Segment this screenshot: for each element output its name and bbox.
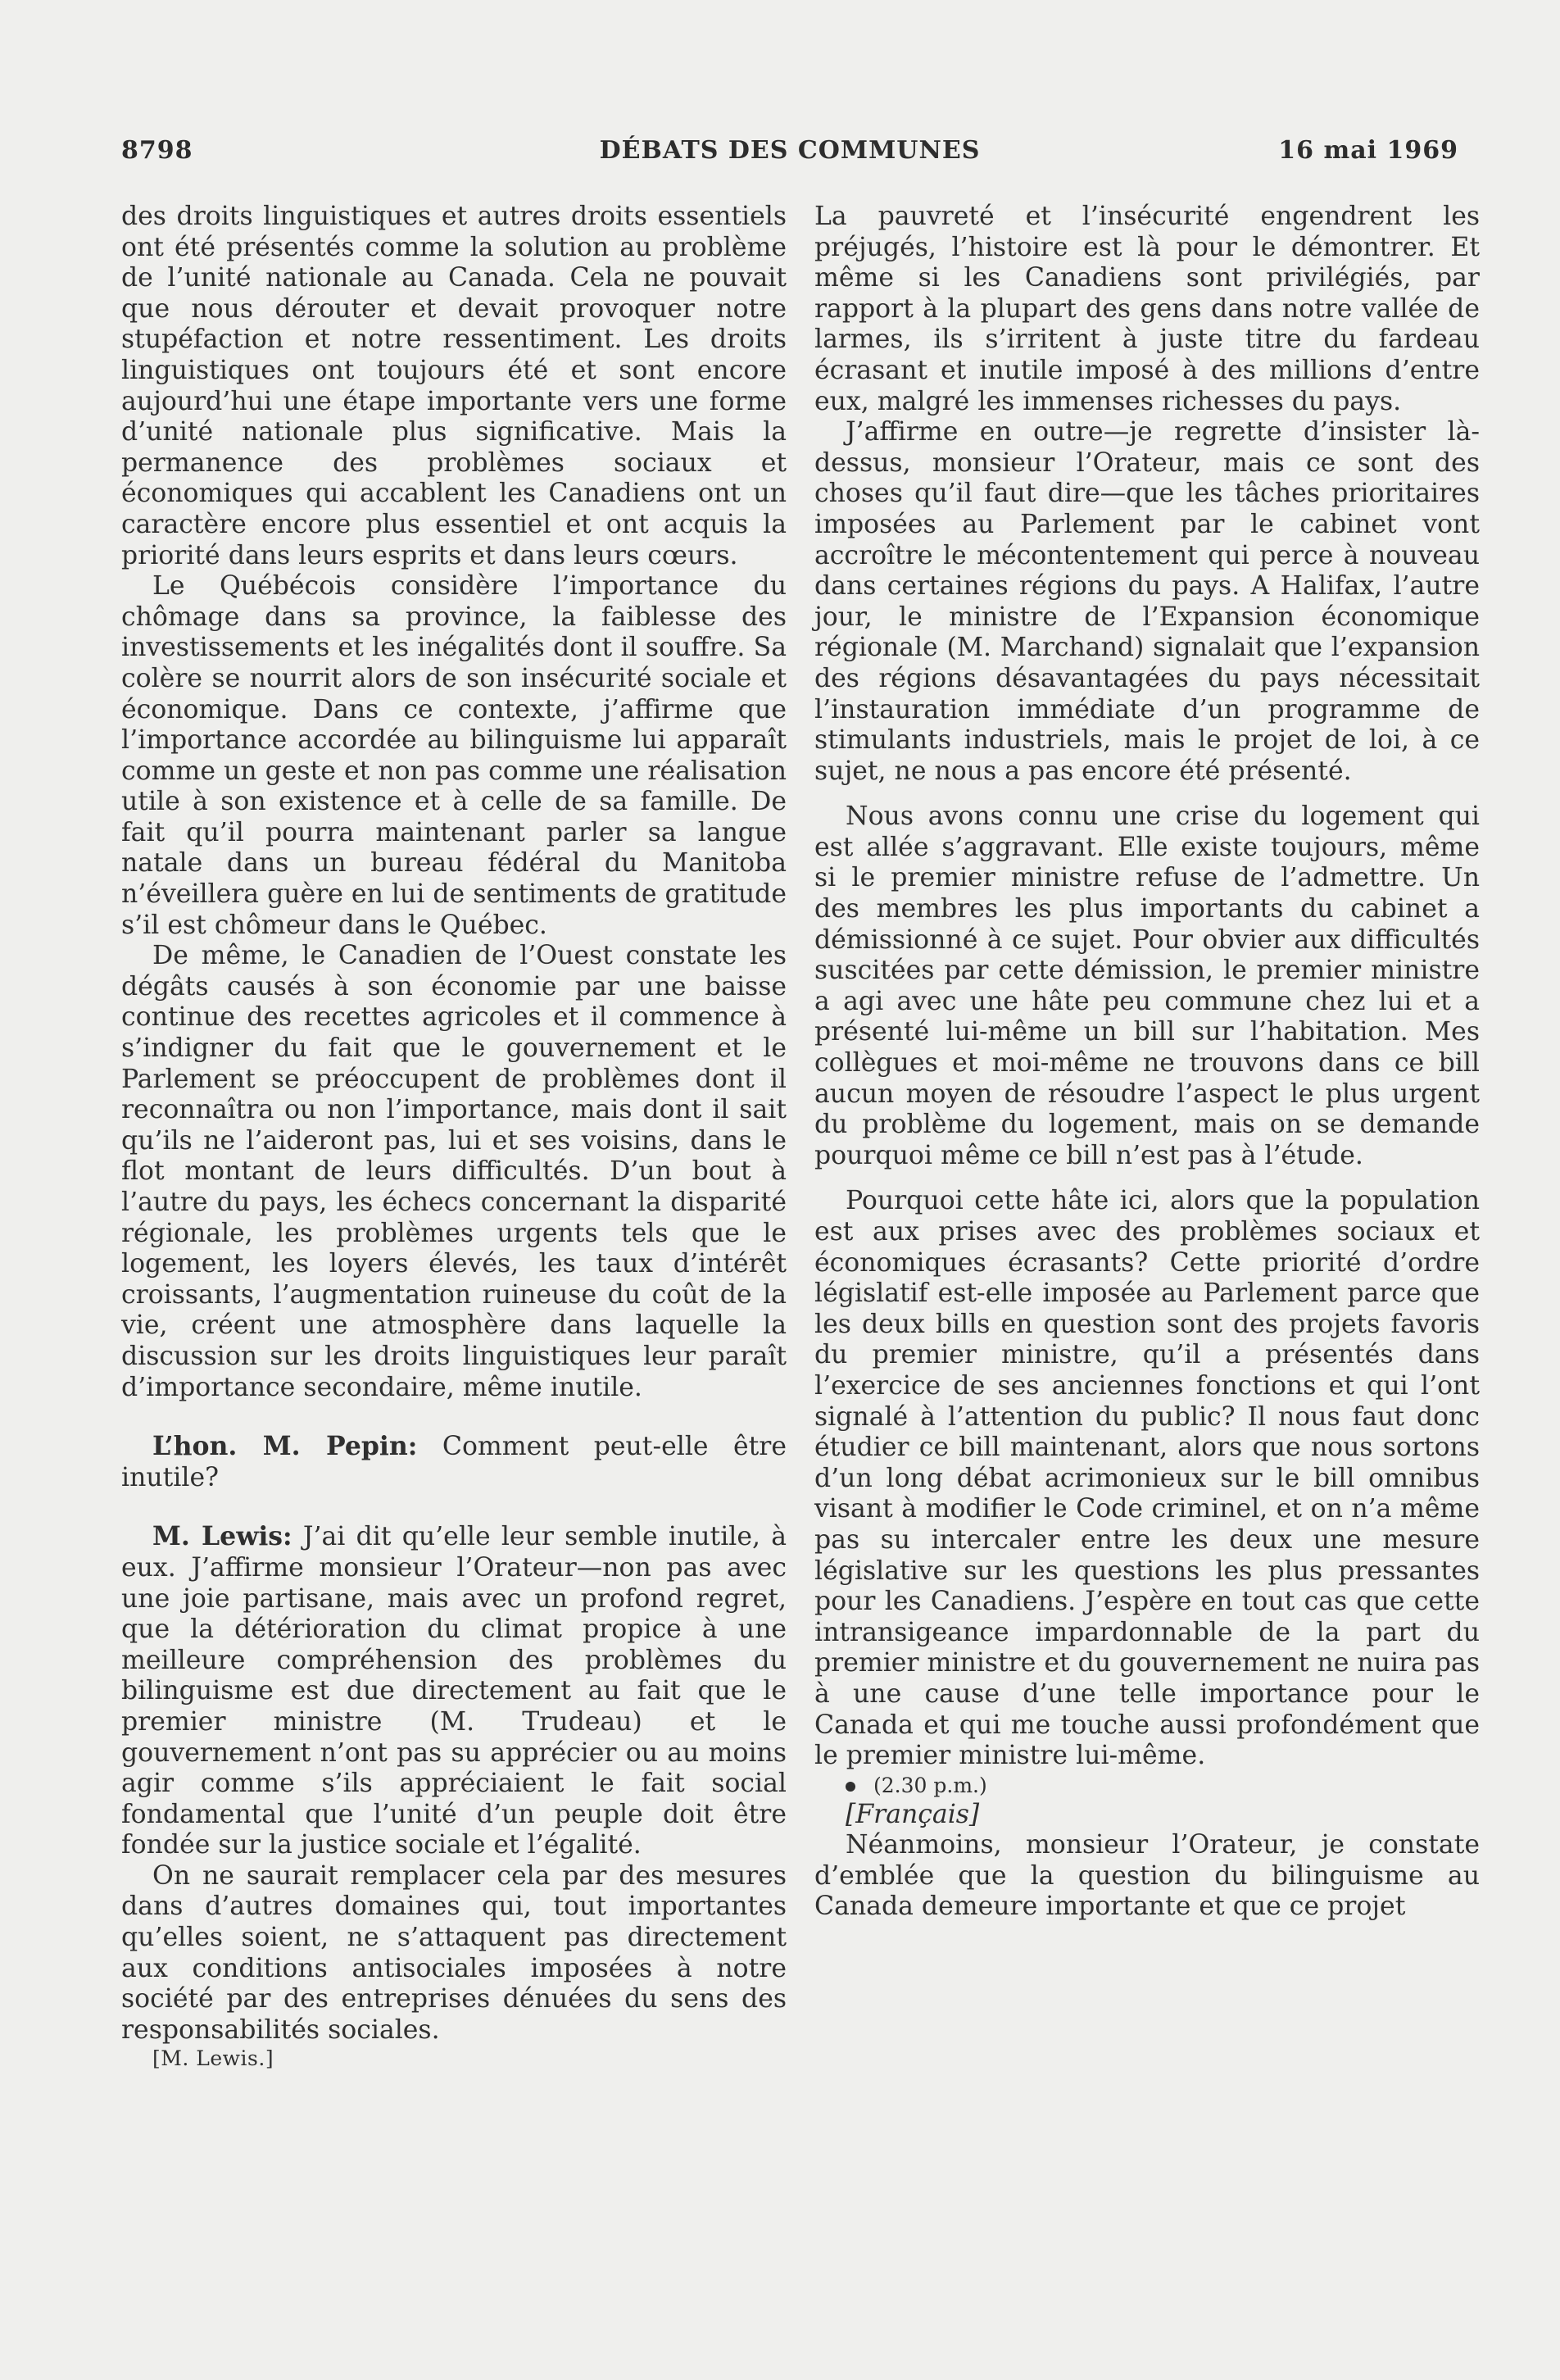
paragraph: des droits linguistiques et autres droits essentiels ont été présentés comme la solution au problème de l’unité nationale au Canada. Cela ne pouvait que nous dérouter et devait provoquer notre stupéfaction et notre ressentiment. Les droits linguistiques ont toujours été et sont encore aujourd’hui une étape importante vers une forme d’unité nationale plus significative. Mais la permanence des problèmes sociaux et économiques qui accablent les Canadiens ont un caractère encore plus essentiel et ont acquis la priorité dans leurs esprits et dans leurs cœurs. — [121, 202, 787, 570]
speech-text: Comment peut-elle être inutile? — [121, 1432, 787, 1492]
bullet-icon — [846, 1782, 855, 1792]
timestamp — [814, 1772, 1480, 1800]
journal-title: DÉBATS DES COMMUNES — [599, 136, 981, 165]
footer-speaker: [M. Lewis.] — [152, 2046, 274, 2071]
language-tag: [Français] — [846, 1799, 980, 1829]
paragraph: Pourquoi cette hâte ici, alors que la population est aux prises avec des problèmes sociaux et économiques écrasants? Cette priorité d’ordre législatif est-elle imposée au Parlement parce que les deux bills en question sont des projets favoris du premier ministre, qu’il a présentés dans l’exercice de ses anciennes fonctions et qui l’ont signalé à l’attention du public? Il nous faut donc étudier ce bill maintenant, alors que nous sortons d’un long débat acrimonieux sur le bill omnibus visant à modifier le Code criminel, et on n’a même pas su intercaler entre les deux une mesure législative sur les questions les plus pressantes pour les Canadiens. J’espère en tout cas que cette intransigeance impardonnable de la part du premier ministre et du gouvernement ne nuira pas à une cause d’une telle importance pour le Canada et qui me touche aussi profondément que le premier ministre lui-même. — [814, 1186, 1481, 1771]
paragraph: De même, le Canadien de l’Ouest constate les dégâts causés à son économie par une baisse continue des recettes agricoles et il commence à s’indigner du fait que le gouvernement et le Parlement se préoccupent de problèmes dont il reconnaîtra ou non l’importance, mais dont il sait qu’ils ne l’aideront pas, lui et ses voisins, dans le flot montant de leurs difficultés. D’un bout à l’autre du pays, les échecs concernant la disparité régionale, les problèmes urgents tels que le logement, les loyers élevés, les taux d’intérêt croissants, l’augmentation ruineuse du coût de la vie, créent une atmosphère dans laquelle la discussion sur les droits linguistiques leur paraît d’importance secondaire, même inutile. — [121, 941, 787, 1402]
left-column — [121, 202, 787, 2072]
speaker-paragraph — [121, 1521, 787, 1861]
paragraph: Le Québécois considère l’importance du chômage dans sa province, la faiblesse des investissements et les inégalités dont il souffre. Sa colère se nourrit alors de son insécurité sociale et économique. Dans ce contexte, j’affirme que l’importance accordée au bilinguisme lui apparaît comme un geste et non pas comme une réalisation utile à son existence et à celle de sa famille. De fait qu’il pourra maintenant parler sa langue natale dans un bureau fédéral du Manitoba n’éveillera guère en lui de sentiments de gratitude s’il est chômeur dans le Québec. — [121, 571, 787, 940]
issue-date: 16 mai 1969 — [1278, 136, 1458, 165]
right-column — [814, 202, 1480, 1923]
speaker-name: M. Lewis: — [152, 1521, 292, 1552]
page-header — [121, 136, 1458, 177]
timestamp-text: (2.30 p.m.) — [873, 1773, 987, 1797]
paragraph: Nous avons connu une crise du logement qui est allée s’aggravant. Elle existe toujours, même si le premier ministre refuse de l’admettre. Un des membres les plus importants du cabinet a démissionné à ce sujet. Pour obvier aux difficultés suscitées par cette démission, le premier ministre a agi avec une hâte peu commune chez lui et a présenté lui-même un bill sur l’habitation. Mes collègues et moi-même ne trouvons dans ce bill aucun moyen de résoudre l’aspect le plus urgent du problème du logement, mais on se demande pourquoi même ce bill n’est pas à l’étude. — [814, 802, 1480, 1170]
paragraph: Néanmoins, monsieur l’Orateur, je constate d’emblée que la question du bilinguisme au Canada demeure importante et que ce projet — [814, 1830, 1480, 1922]
page-number: 8798 — [121, 136, 193, 165]
paragraph: La pauvreté et l’insécurité engendrent les préjugés, l’histoire est là pour le démontrer. Et même si les Canadiens sont privilégiés, par rapport à la plupart des gens dans notre vallée de larmes, ils s’irritent à juste titre du fardeau écrasant et inutile imposé à des millions d’entre eux, malgré les immenses richesses du pays. — [814, 202, 1480, 416]
paragraph: J’affirme en outre—je regrette d’insister là-dessus, monsieur l’Orateur, mais ce sont des choses qu’il faut dire—que les tâches prioritaires imposées au Parlement par le cabinet vont accroître le mécontentement qui perce à nouveau dans certaines régions du pays. A Halifax, l’autre jour, le ministre de l’Expansion économique régionale (M. Marchand) signalait que l’expansion des régions désavantagées du pays nécessitait l’instauration immédiate d’un programme de stimulants industriels, mais le projet de loi, à ce sujet, ne nous a pas encore été présenté. — [814, 417, 1480, 786]
speech-text: J’ai dit qu’elle leur semble inutile, à eux. J’affirme monsieur l’Orateur—non pas avec une joie partisane, mais avec un profond regret, que la détérioration du climat propice à une meilleure compréhension des problèmes du bilinguisme est due directement au fait que le premier ministre (M. Trudeau) et le gouvernement n’ont pas su apprécier ou au moins agir comme s’ils appréciaient le fait social fondamental que l’unité d’un peuple doit être fondée sur la justice sociale et l’égalité. — [121, 1522, 787, 1860]
speaker-name: L’hon. M. Pepin: — [152, 1431, 418, 1462]
paragraph: On ne saurait remplacer cela par des mesures dans d’autres domaines qui, tout importantes qu’elles soient, ne s’attaquent pas directement aux conditions antisociales imposées à notre société par des entreprises dénuées du sens des responsabilités sociales. — [121, 1860, 787, 2045]
speaker-paragraph — [121, 1431, 787, 1493]
